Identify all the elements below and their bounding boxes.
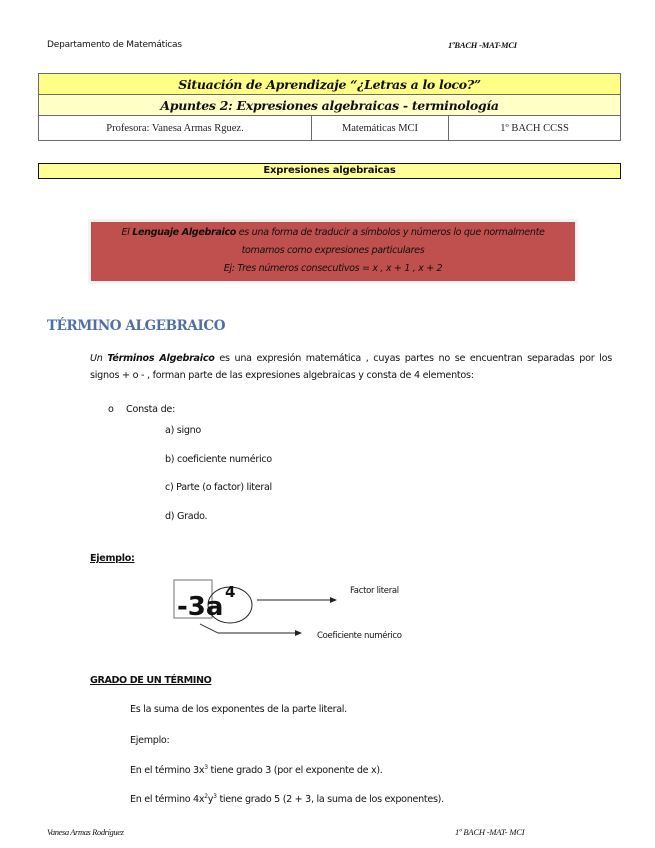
arrow-factor-head-icon <box>330 597 337 603</box>
heading-grado: GRADO DE UN TÉRMINO <box>90 675 212 686</box>
learning-situation-title: Situación de Aprendizaje “¿Letras a lo loco?” <box>39 74 621 95</box>
grado-example-2 <box>130 793 444 805</box>
bullet-label: Consta de: <box>126 404 176 415</box>
termino-definition-paragraph <box>90 350 612 384</box>
expression-base: -3a <box>177 592 224 622</box>
expression-exponent: 4 <box>225 583 236 601</box>
para-text: es una expresión matemática , cuyas partes no se encuentran separadas por los signos + o - , forman parte de las expresiones algebraicas y consta de 4 elementos: <box>90 353 612 381</box>
teacher-cell: Profesora: Vanesa Armas Rguez. <box>39 116 312 141</box>
example-label: Ejemplo: <box>90 553 135 564</box>
ex1-prefix: En el término 3x <box>130 765 205 776</box>
ex2-var-y: y <box>207 794 214 805</box>
callout-line-3: Ej: Tres números consecutivos = x , x + 1 , x + 2 <box>223 263 443 274</box>
callout-line-1 <box>91 224 575 242</box>
bullet-consta-de <box>108 404 175 415</box>
callout-prefix: El <box>121 227 133 238</box>
ex1-rest: tiene grado 3 (por el exponente de x). <box>207 765 383 776</box>
callout-bold-term: Lenguaje Algebraico <box>132 227 237 238</box>
callout-line-2: tomamos como expresiones particulares <box>241 245 425 256</box>
ex2-exponent-x: 2 <box>204 793 208 800</box>
page-header-department: Departamento de Matemáticas <box>47 40 182 50</box>
list-item: d) Grado. <box>165 511 208 522</box>
para-bold-term: Términos Algebraico <box>107 353 215 364</box>
list-item: c) Parte (o factor) literal <box>165 482 272 493</box>
list-item: a) signo <box>165 425 201 436</box>
ex2-prefix: En el término 4x <box>130 794 205 805</box>
definition-callout <box>90 221 576 282</box>
page-footer-author: Vanesa Armas Rodríguez <box>47 827 124 837</box>
page-footer-course: 1º BACH -MAT- MCI <box>455 827 525 837</box>
section-title-bar: Expresiones algebraicas <box>38 163 621 179</box>
coeficiente-label: Coeficiente numérico <box>317 631 402 641</box>
arrow-coef-head-icon <box>295 630 302 636</box>
notes-title: Apuntes 2: Expresiones algebraicas - terminología <box>39 95 621 116</box>
ex1-exponent: 3 <box>204 764 208 771</box>
grado-example-label: Ejemplo: <box>130 735 170 746</box>
term-diagram <box>160 575 450 650</box>
subject-cell: Matemáticas MCI <box>312 116 449 141</box>
para-prefix: Un <box>90 353 108 364</box>
page-header-course: 1ºBACH -MAT-MCI <box>448 40 517 50</box>
callout-line1-text: es una forma de traducir a símbolos y números lo que normalmente <box>236 227 545 238</box>
ex2-rest: tiene grado 5 (2 + 3, la suma de los exponentes). <box>216 794 444 805</box>
title-block <box>38 73 621 141</box>
arrow-coef-diag <box>200 624 218 633</box>
heading-termino-algebraico: TÉRMINO ALGEBRAICO <box>47 318 226 334</box>
ex2-exponent-y: 3 <box>213 793 217 800</box>
grado-definition: Es la suma de los exponentes de la parte literal. <box>130 704 347 715</box>
list-item: b) coeficiente numérico <box>165 454 272 465</box>
course-cell: 1º BACH CCSS <box>449 116 621 141</box>
factor-literal-label: Factor literal <box>350 586 399 596</box>
bullet-marker-icon: o <box>108 404 114 415</box>
grado-example-1 <box>130 764 383 776</box>
